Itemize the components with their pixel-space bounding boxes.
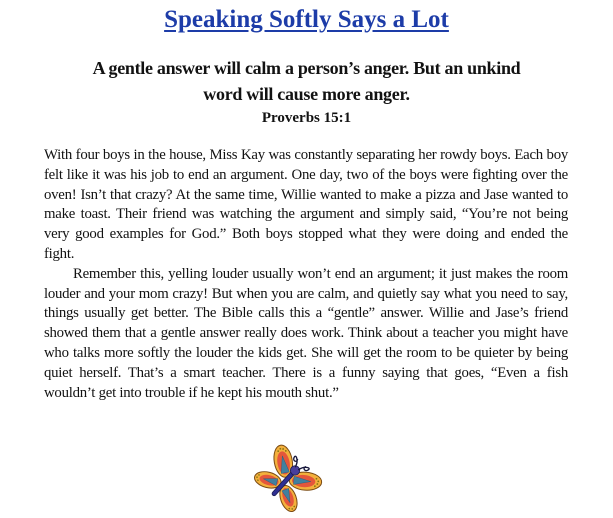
scripture-reference: Proverbs 15:1 (261, 110, 352, 126)
page-title: Speaking Softly Says a Lot (164, 6, 449, 33)
butterfly-icon (229, 428, 337, 518)
scripture-verse: A gentle answer will calm a person’s anger. But an unkind word will cause more anger. (92, 58, 521, 104)
butterfly-illustration (229, 428, 337, 518)
devotional-text (0, 146, 613, 403)
paragraph-1: With four boys in the house, Miss Kay was constantly separating her rowdy boys. Each boy felt like it was his job to end an argument. One day, two of the boys were fighting over the oven! Isn’t that crazy? At the same time, Willie wanted to make a pizza and Jase wanted to make toast. Their friend was watching the argument and simply said, “You’re not being very good examples for God.” Both boys stopped what they were doing and ended the fight. (44, 147, 568, 262)
scripture-block (0, 55, 613, 127)
paragraph-2: Remember this, yelling louder usually won’t end an argument; it just makes the room louder and your mom crazy! But when you are calm, and quietly say what you need to say, things usually get better. The Bible calls this a “gentle” answer. Willie and Jase’s friend showed them that a gentle answer really does work. Think about a teacher you might have who talks more softly the louder the kids get. She will get the room to be quieter by being quiet herself. That’s a smart teacher. There is a funny saying that goes, “Even a fish wouldn’t get into trouble if he kept his mouth shut.” (44, 265, 568, 401)
